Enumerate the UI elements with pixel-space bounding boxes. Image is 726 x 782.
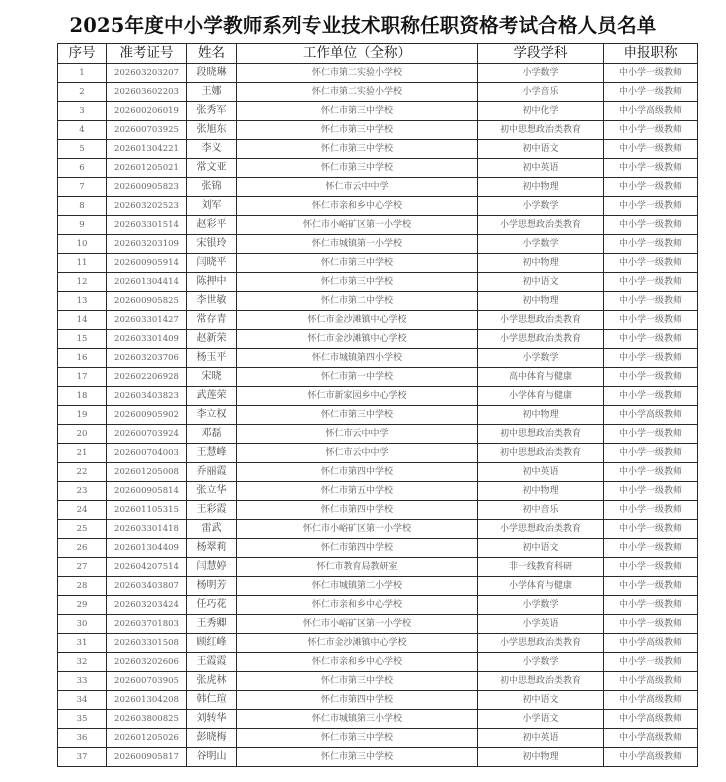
cell-work-unit: 怀仁市第三中学校	[237, 729, 478, 748]
cell-exam-id: 202603301508	[107, 634, 187, 653]
cell-name: 顾红峰	[187, 634, 237, 653]
cell-title: 中小学一级教师	[604, 368, 698, 387]
cell-title: 中小学高级教师	[604, 710, 698, 729]
cell-subject: 初中语文	[478, 140, 604, 159]
column-header-title: 申报职称	[604, 44, 698, 64]
table-row	[58, 368, 698, 387]
cell-subject: 初中语文	[478, 691, 604, 710]
cell-exam-id: 202603202606	[107, 653, 187, 672]
cell-work-unit: 怀仁市第四中学校	[237, 691, 478, 710]
cell-exam-id: 202604207514	[107, 558, 187, 577]
cell-work-unit: 怀仁市云中中学	[237, 444, 478, 463]
cell-subject: 初中化学	[478, 102, 604, 121]
cell-exam-id: 202600703925	[107, 121, 187, 140]
table-row	[58, 159, 698, 178]
cell-exam-id: 202600703905	[107, 672, 187, 691]
qualified-candidates-table	[57, 43, 698, 767]
cell-exam-id: 202603202523	[107, 197, 187, 216]
cell-name: 李义	[187, 140, 237, 159]
cell-seq: 9	[58, 216, 107, 235]
cell-seq: 27	[58, 558, 107, 577]
cell-name: 王霞霞	[187, 653, 237, 672]
table-row	[58, 254, 698, 273]
table-body	[58, 64, 698, 767]
column-header-exam-id: 准考证号	[107, 44, 187, 64]
cell-name: 乔丽霞	[187, 463, 237, 482]
cell-seq: 22	[58, 463, 107, 482]
cell-title: 中小学一级教师	[604, 558, 698, 577]
cell-seq: 28	[58, 577, 107, 596]
cell-subject: 小学体育与健康	[478, 387, 604, 406]
table-row	[58, 501, 698, 520]
cell-seq: 25	[58, 520, 107, 539]
cell-name: 杨玉平	[187, 349, 237, 368]
cell-subject: 小学数学	[478, 235, 604, 254]
cell-exam-id: 202603203424	[107, 596, 187, 615]
cell-subject: 小学语文	[478, 710, 604, 729]
table-row	[58, 672, 698, 691]
cell-work-unit: 怀仁市第二中学校	[237, 292, 478, 311]
cell-title: 中小学一级教师	[604, 311, 698, 330]
cell-name: 杨明芳	[187, 577, 237, 596]
cell-title: 中小学高级教师	[604, 748, 698, 767]
cell-work-unit: 怀仁市第三中学校	[237, 672, 478, 691]
cell-exam-id: 202600905914	[107, 254, 187, 273]
cell-name: 刘转华	[187, 710, 237, 729]
table-row	[58, 197, 698, 216]
cell-title: 中小学一级教师	[604, 387, 698, 406]
cell-work-unit: 怀仁市小峪矿区第一小学校	[237, 520, 478, 539]
column-header-seq: 序号	[58, 44, 107, 64]
cell-exam-id: 202603301409	[107, 330, 187, 349]
table-row	[58, 102, 698, 121]
cell-exam-id: 202603301427	[107, 311, 187, 330]
cell-work-unit: 怀仁市金沙滩镇中心学校	[237, 311, 478, 330]
cell-subject: 初中物理	[478, 748, 604, 767]
cell-subject: 初中物理	[478, 292, 604, 311]
cell-subject: 小学数学	[478, 653, 604, 672]
table-row	[58, 387, 698, 406]
cell-work-unit: 怀仁市小峪矿区第一小学校	[237, 216, 478, 235]
cell-seq: 20	[58, 425, 107, 444]
table-row	[58, 482, 698, 501]
cell-name: 雷武	[187, 520, 237, 539]
cell-subject: 高中体育与健康	[478, 368, 604, 387]
cell-seq: 13	[58, 292, 107, 311]
cell-title: 中小学高级教师	[604, 729, 698, 748]
cell-name: 宋晓	[187, 368, 237, 387]
table-row	[58, 216, 698, 235]
cell-seq: 14	[58, 311, 107, 330]
cell-title: 中小学一级教师	[604, 273, 698, 292]
cell-subject: 小学思想政治类教育	[478, 634, 604, 653]
cell-seq: 35	[58, 710, 107, 729]
cell-seq: 31	[58, 634, 107, 653]
cell-name: 任巧花	[187, 596, 237, 615]
cell-name: 张立华	[187, 482, 237, 501]
cell-seq: 26	[58, 539, 107, 558]
table-row	[58, 235, 698, 254]
cell-subject: 小学数学	[478, 349, 604, 368]
page-title: 2025年度中小学教师系列专业技术职称任职资格考试合格人员名单	[69, 14, 657, 37]
cell-work-unit: 怀仁市金沙滩镇中心学校	[237, 330, 478, 349]
column-header-work-unit: 工作单位（全称）	[237, 44, 478, 64]
table-row	[58, 140, 698, 159]
cell-subject: 小学思想政治类教育	[478, 520, 604, 539]
cell-work-unit: 怀仁市第三中学校	[237, 159, 478, 178]
cell-subject: 初中音乐	[478, 501, 604, 520]
cell-seq: 37	[58, 748, 107, 767]
cell-subject: 小学数学	[478, 596, 604, 615]
cell-name: 常存青	[187, 311, 237, 330]
table-row	[58, 444, 698, 463]
cell-subject: 初中语文	[478, 539, 604, 558]
cell-work-unit: 怀仁市新家园乡中心学校	[237, 387, 478, 406]
table-row	[58, 520, 698, 539]
cell-name: 杨翠莉	[187, 539, 237, 558]
cell-name: 王慧峰	[187, 444, 237, 463]
cell-title: 中小学一级教师	[604, 425, 698, 444]
cell-work-unit: 怀仁市第二实验小学校	[237, 64, 478, 83]
cell-work-unit: 怀仁市亲和乡中心学校	[237, 653, 478, 672]
cell-title: 中小学一级教师	[604, 197, 698, 216]
cell-exam-id: 202600905825	[107, 292, 187, 311]
cell-subject: 初中英语	[478, 729, 604, 748]
cell-seq: 1	[58, 64, 107, 83]
table-row	[58, 558, 698, 577]
cell-exam-id: 202601304409	[107, 539, 187, 558]
cell-subject: 初中思想政治类教育	[478, 672, 604, 691]
cell-title: 中小学一级教师	[604, 330, 698, 349]
cell-subject: 初中思想政治类教育	[478, 121, 604, 140]
cell-exam-id: 202601304221	[107, 140, 187, 159]
cell-work-unit: 怀仁市第一中学校	[237, 368, 478, 387]
table-row	[58, 691, 698, 710]
cell-title: 中小学一级教师	[604, 596, 698, 615]
table-row	[58, 653, 698, 672]
cell-work-unit: 怀仁市第四中学校	[237, 501, 478, 520]
cell-work-unit: 怀仁市第三中学校	[237, 254, 478, 273]
cell-name: 张秀军	[187, 102, 237, 121]
cell-exam-id: 202603203207	[107, 64, 187, 83]
cell-work-unit: 怀仁市云中中学	[237, 425, 478, 444]
cell-work-unit: 怀仁市城镇第四小学校	[237, 349, 478, 368]
cell-work-unit: 怀仁市第三中学校	[237, 406, 478, 425]
cell-seq: 7	[58, 178, 107, 197]
cell-exam-id: 202602206928	[107, 368, 187, 387]
table-row	[58, 178, 698, 197]
cell-seq: 8	[58, 197, 107, 216]
cell-exam-id: 202603301418	[107, 520, 187, 539]
cell-work-unit: 怀仁市第三中学校	[237, 102, 478, 121]
cell-seq: 21	[58, 444, 107, 463]
cell-title: 中小学一级教师	[604, 254, 698, 273]
table-row	[58, 406, 698, 425]
cell-work-unit: 怀仁市金沙滩镇中心学校	[237, 634, 478, 653]
cell-exam-id: 202600905817	[107, 748, 187, 767]
cell-subject: 初中物理	[478, 254, 604, 273]
cell-title: 中小学一级教师	[604, 349, 698, 368]
cell-title: 中小学高级教师	[604, 406, 698, 425]
cell-work-unit: 怀仁市第二实验小学校	[237, 83, 478, 102]
cell-name: 谷明山	[187, 748, 237, 767]
cell-title: 中小学一级教师	[604, 482, 698, 501]
cell-work-unit: 怀仁市小峪矿区第一小学校	[237, 615, 478, 634]
cell-seq: 18	[58, 387, 107, 406]
cell-title: 中小学一级教师	[604, 520, 698, 539]
cell-subject: 初中英语	[478, 159, 604, 178]
cell-name: 韩仁瑄	[187, 691, 237, 710]
cell-title: 中小学一级教师	[604, 463, 698, 482]
cell-title: 中小学高级教师	[604, 691, 698, 710]
cell-seq: 3	[58, 102, 107, 121]
cell-seq: 15	[58, 330, 107, 349]
cell-exam-id: 202600905823	[107, 178, 187, 197]
cell-title: 中小学一级教师	[604, 140, 698, 159]
cell-exam-id: 202600905902	[107, 406, 187, 425]
cell-work-unit: 怀仁市第五中学校	[237, 482, 478, 501]
cell-work-unit: 怀仁市亲和乡中心学校	[237, 596, 478, 615]
cell-name: 王娜	[187, 83, 237, 102]
cell-title: 中小学一级教师	[604, 292, 698, 311]
cell-title: 中小学一级教师	[604, 159, 698, 178]
cell-title: 中小学一级教师	[604, 539, 698, 558]
cell-seq: 36	[58, 729, 107, 748]
table-row	[58, 273, 698, 292]
cell-exam-id: 202601105315	[107, 501, 187, 520]
cell-exam-id: 202603403823	[107, 387, 187, 406]
cell-name: 段晓琳	[187, 64, 237, 83]
cell-exam-id: 202603203109	[107, 235, 187, 254]
cell-name: 邓磊	[187, 425, 237, 444]
cell-name: 闫慧婷	[187, 558, 237, 577]
cell-exam-id: 202603403807	[107, 577, 187, 596]
cell-subject: 初中语文	[478, 273, 604, 292]
table-row	[58, 539, 698, 558]
table-row	[58, 311, 698, 330]
table-row	[58, 596, 698, 615]
cell-name: 闫晓平	[187, 254, 237, 273]
cell-exam-id: 202601304208	[107, 691, 187, 710]
table-row	[58, 463, 698, 482]
cell-title: 中小学一级教师	[604, 235, 698, 254]
cell-seq: 23	[58, 482, 107, 501]
cell-seq: 24	[58, 501, 107, 520]
cell-work-unit: 怀仁市第三中学校	[237, 140, 478, 159]
cell-exam-id: 202601304414	[107, 273, 187, 292]
cell-name: 张旭东	[187, 121, 237, 140]
cell-name: 常文亚	[187, 159, 237, 178]
table-row	[58, 83, 698, 102]
cell-work-unit: 怀仁市第三中学校	[237, 273, 478, 292]
cell-subject: 小学思想政治类教育	[478, 311, 604, 330]
cell-work-unit: 怀仁市云中中学	[237, 178, 478, 197]
cell-title: 中小学一级教师	[604, 83, 698, 102]
table-row	[58, 425, 698, 444]
cell-work-unit: 怀仁市亲和乡中心学校	[237, 197, 478, 216]
table-row	[58, 330, 698, 349]
cell-title: 中小学一级教师	[604, 577, 698, 596]
cell-subject: 初中思想政治类教育	[478, 425, 604, 444]
cell-work-unit: 怀仁市城镇第二小学校	[237, 577, 478, 596]
table-row	[58, 729, 698, 748]
cell-name: 赵新荣	[187, 330, 237, 349]
cell-exam-id: 202601205021	[107, 159, 187, 178]
cell-name: 宋银玲	[187, 235, 237, 254]
cell-subject: 小学数学	[478, 197, 604, 216]
table-row	[58, 292, 698, 311]
cell-subject: 初中英语	[478, 463, 604, 482]
cell-seq: 16	[58, 349, 107, 368]
cell-exam-id: 202603203706	[107, 349, 187, 368]
cell-title: 中小学一级教师	[604, 653, 698, 672]
cell-seq: 33	[58, 672, 107, 691]
cell-work-unit: 怀仁市第三中学校	[237, 748, 478, 767]
cell-exam-id: 202600206019	[107, 102, 187, 121]
cell-seq: 19	[58, 406, 107, 425]
cell-subject: 初中物理	[478, 178, 604, 197]
cell-name: 赵彩平	[187, 216, 237, 235]
cell-seq: 29	[58, 596, 107, 615]
cell-name: 李立权	[187, 406, 237, 425]
cell-exam-id: 202603701803	[107, 615, 187, 634]
cell-seq: 5	[58, 140, 107, 159]
table-row	[58, 748, 698, 767]
cell-seq: 30	[58, 615, 107, 634]
cell-exam-id: 202600905814	[107, 482, 187, 501]
cell-seq: 17	[58, 368, 107, 387]
column-header-subject: 学段学科	[478, 44, 604, 64]
cell-seq: 4	[58, 121, 107, 140]
table-row	[58, 710, 698, 729]
cell-title: 中小学一级教师	[604, 178, 698, 197]
cell-work-unit: 怀仁市第四中学校	[237, 463, 478, 482]
cell-name: 张虎林	[187, 672, 237, 691]
table-row	[58, 121, 698, 140]
cell-seq: 12	[58, 273, 107, 292]
cell-work-unit: 怀仁市第三中学校	[237, 121, 478, 140]
cell-name: 王彩霞	[187, 501, 237, 520]
cell-subject: 小学英语	[478, 615, 604, 634]
cell-exam-id: 202603301514	[107, 216, 187, 235]
cell-exam-id: 202600704003	[107, 444, 187, 463]
cell-name: 张锦	[187, 178, 237, 197]
table-row	[58, 64, 698, 83]
cell-name: 彭晓梅	[187, 729, 237, 748]
cell-exam-id: 202600703924	[107, 425, 187, 444]
cell-name: 武莲荣	[187, 387, 237, 406]
cell-work-unit: 怀仁市城镇第一小学校	[237, 235, 478, 254]
cell-title: 中小学一级教师	[604, 64, 698, 83]
cell-seq: 34	[58, 691, 107, 710]
column-header-name: 姓名	[187, 44, 237, 64]
cell-title: 中小学一级教师	[604, 501, 698, 520]
table-row	[58, 577, 698, 596]
cell-name: 王秀卿	[187, 615, 237, 634]
cell-title: 中小学一级教师	[604, 121, 698, 140]
cell-work-unit: 怀仁市教育局教研室	[237, 558, 478, 577]
cell-subject: 小学思想政治类教育	[478, 330, 604, 349]
cell-name: 李世敏	[187, 292, 237, 311]
table-header-row	[58, 44, 698, 64]
cell-exam-id: 202603602203	[107, 83, 187, 102]
cell-exam-id: 202601205026	[107, 729, 187, 748]
cell-seq: 11	[58, 254, 107, 273]
cell-subject: 小学体育与健康	[478, 577, 604, 596]
cell-title: 中小学一级教师	[604, 444, 698, 463]
cell-work-unit: 怀仁市城镇第三小学校	[237, 710, 478, 729]
cell-seq: 6	[58, 159, 107, 178]
cell-exam-id: 202601205008	[107, 463, 187, 482]
cell-subject: 非一线教育科研	[478, 558, 604, 577]
cell-name: 刘军	[187, 197, 237, 216]
cell-subject: 初中物理	[478, 406, 604, 425]
cell-subject: 初中思想政治类教育	[478, 444, 604, 463]
cell-name: 陈押中	[187, 273, 237, 292]
cell-subject: 小学数学	[478, 64, 604, 83]
table-row	[58, 634, 698, 653]
cell-title: 中小学一级教师	[604, 615, 698, 634]
table-row	[58, 615, 698, 634]
cell-title: 中小学高级教师	[604, 672, 698, 691]
cell-seq: 2	[58, 83, 107, 102]
table-row	[58, 349, 698, 368]
cell-title: 中小学高级教师	[604, 634, 698, 653]
cell-subject: 小学思想政治类教育	[478, 216, 604, 235]
cell-seq: 32	[58, 653, 107, 672]
cell-title: 中小学一级教师	[604, 216, 698, 235]
cell-subject: 初中物理	[478, 482, 604, 501]
cell-exam-id: 202603800825	[107, 710, 187, 729]
cell-subject: 小学音乐	[478, 83, 604, 102]
cell-title: 中小学高级教师	[604, 102, 698, 121]
cell-work-unit: 怀仁市第四中学校	[237, 539, 478, 558]
cell-seq: 10	[58, 235, 107, 254]
